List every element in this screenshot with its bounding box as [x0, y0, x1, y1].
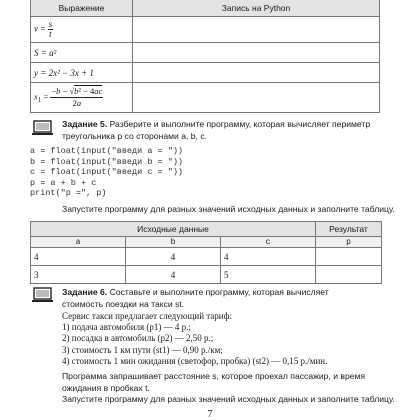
- list-item: 3) стоимость 1 км пути (st1) — 0,90 р./км;: [62, 344, 223, 355]
- header-python: Запись на Python: [133, 0, 380, 17]
- list-item: 2) посадка в автомобиль (p2) — 2,50 р.;: [62, 333, 214, 344]
- task5-text: Разберите и выполните программу, которая вычисляет периметр треугольника p со сторонами a, b, c.: [62, 119, 371, 141]
- tariff-intro: Сервис такси предлагает следующий тариф:: [62, 311, 232, 321]
- task6-text: Составьте и выполните программу, которая вычисляет стоимость поездки на такси st.: [62, 287, 329, 309]
- tariff-list: [62, 322, 327, 368]
- computer-icon: [32, 120, 56, 136]
- task6-label: Задание 6.: [62, 287, 108, 297]
- header-result: Результат: [316, 222, 382, 237]
- task5-label: Задание 5.: [62, 119, 108, 129]
- formula-velocity: v = $\frac{s}{t}$: [31, 17, 133, 43]
- col-c: c: [221, 237, 316, 248]
- col-a: a: [31, 237, 126, 248]
- code-line: print("p =", p): [30, 188, 107, 199]
- cell-a: 4: [31, 248, 126, 266]
- col-b: b: [126, 237, 221, 248]
- table-row: [31, 248, 382, 266]
- expressions-table: [30, 0, 380, 113]
- code-line: b = float(input("введи b = ")): [30, 156, 184, 167]
- results-table: [30, 221, 382, 284]
- task5-description: [62, 118, 372, 142]
- task6-request: Программа запрашивает расстояние s, которое проехал пассажир, и время ожидания в пробках t.: [62, 371, 366, 393]
- code-line: p = a + b + c: [30, 177, 97, 188]
- list-item: 1) подача автомобиля (p1) — 4 р.;: [62, 322, 191, 332]
- task5-instruction: Запустите программу для разных значений исходных данных и заполните таблицу.: [62, 204, 395, 214]
- python-cell-3[interactable]: [133, 63, 380, 83]
- code-line: c = float(input("введи c = ")): [30, 167, 184, 178]
- python-cell-4[interactable]: [133, 83, 380, 113]
- python-cell-1[interactable]: [133, 17, 380, 43]
- computer-icon: [32, 287, 56, 303]
- list-item: 4) стоимость 1 мин ожидания (светофор, пробка) (st2) — 0,15 р./мин.: [62, 356, 328, 367]
- code-block: [30, 146, 183, 199]
- task6-instruction: Запустите программу для разных значений исходных данных и заполните таблицу.: [62, 394, 395, 404]
- python-cell-2[interactable]: [133, 43, 380, 63]
- formula-root: $x_1$ = $\frac{\text{−b − √b² − 4ac}}{2a}$: [31, 83, 133, 113]
- code-line: a = float(input("введи a = ")): [30, 146, 184, 156]
- cell-p[interactable]: [316, 266, 382, 284]
- cell-a: 3: [31, 266, 126, 284]
- formula-quadratic: y = 2x² − 3x + 1: [31, 63, 133, 83]
- cell-c: 5: [221, 266, 316, 284]
- header-expression: Выражение: [31, 0, 133, 17]
- page-number: 7: [207, 409, 213, 420]
- formula-area: S = a²: [31, 43, 133, 63]
- header-input-data: Исходные данные: [31, 222, 316, 237]
- task6-description: [62, 286, 372, 310]
- cell-b: 4: [126, 248, 221, 266]
- cell-p[interactable]: [316, 248, 382, 266]
- col-p: p: [316, 237, 382, 248]
- table-row: [31, 266, 382, 284]
- cell-b: 4: [126, 266, 221, 284]
- cell-c: 4: [221, 248, 316, 266]
